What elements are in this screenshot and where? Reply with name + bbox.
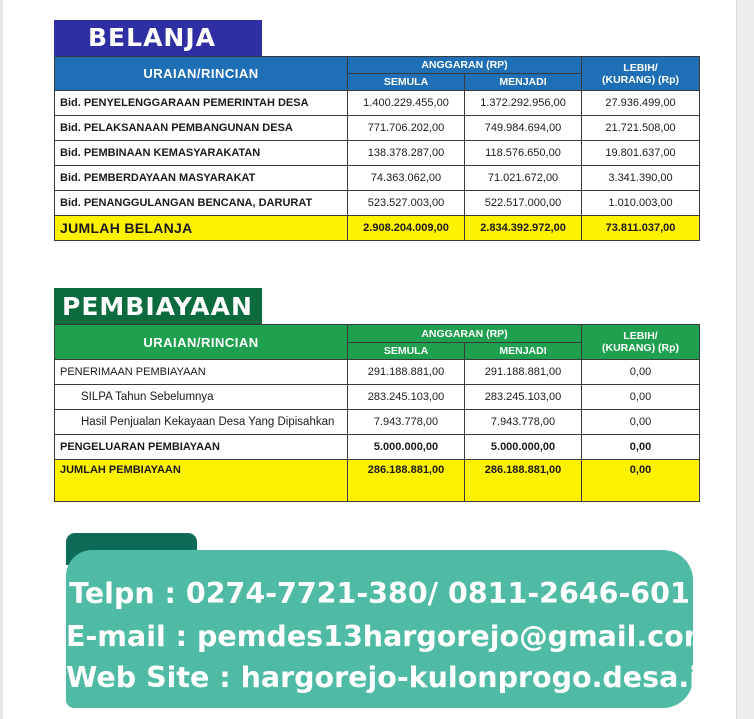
contact-email: E-mail : pemdes13hargorejo@gmail.com	[66, 620, 714, 653]
table-row	[55, 410, 700, 435]
row-lebih: 21.721.508,00	[582, 116, 700, 141]
table-row	[55, 360, 700, 385]
table-row	[55, 91, 700, 116]
contact-phone: Telpn : 0274-7721-380/ 0811-2646-601	[69, 577, 690, 610]
row-semula: 771.706.202,00	[348, 116, 465, 141]
row-uraian: SILPA Tahun Sebelumnya	[55, 385, 348, 410]
row-uraian: PENGELUARAN PEMBIAYAAN	[55, 435, 348, 460]
row-menjadi: 5.000.000,00	[465, 435, 582, 460]
pembiayaan-total-row	[55, 460, 700, 502]
row-lebih: 0,00	[582, 360, 700, 385]
row-lebih: 0,00	[582, 410, 700, 435]
pembiayaan-header-uraian: URAIAN/RINCIAN	[55, 325, 348, 360]
row-menjadi: 291.188.881,00	[465, 360, 582, 385]
pembiayaan-header-menjadi: MENJADI	[465, 343, 582, 360]
belanja-table	[54, 56, 700, 241]
pembiayaan-table	[54, 324, 700, 502]
total-semula: 2.908.204.009,00	[348, 216, 465, 241]
belanja-header-lebih	[582, 57, 700, 91]
belanja-header-uraian: URAIAN/RINCIAN	[55, 57, 348, 91]
contact-website: Web Site : hargorejo-kulonprogo.desa.id	[66, 661, 720, 694]
row-uraian: Bid. PENYELENGGARAAN PEMERINTAH DESA	[55, 91, 348, 116]
row-semula: 283.245.103,00	[348, 385, 465, 410]
pembiayaan-header-semula: SEMULA	[348, 343, 465, 360]
row-semula: 291.188.881,00	[348, 360, 465, 385]
row-menjadi: 283.245.103,00	[465, 385, 582, 410]
row-uraian: Bid. PELAKSANAAN PEMBANGUNAN DESA	[55, 116, 348, 141]
pembiayaan-header-lebih-line2: (KURANG) (Rp)	[602, 342, 679, 354]
row-uraian: Bid. PENANGGULANGAN BENCANA, DARURAT	[55, 191, 348, 216]
table-row	[55, 435, 700, 460]
row-lebih: 0,00	[582, 385, 700, 410]
belanja-title: BELANJA	[54, 20, 262, 56]
belanja-header-semula: SEMULA	[348, 74, 465, 91]
row-lebih: 19.801.637,00	[582, 141, 700, 166]
row-lebih: 1.010.003,00	[582, 191, 700, 216]
row-lebih: 3.341.390,00	[582, 166, 700, 191]
row-menjadi: 1.372.292.956,00	[465, 91, 582, 116]
row-lebih: 27.936.499,00	[582, 91, 700, 116]
belanja-header-lebih-line1: LEBIH/	[623, 61, 658, 74]
total-semula: 286.188.881,00	[348, 460, 465, 502]
row-menjadi: 71.021.672,00	[465, 166, 582, 191]
row-menjadi: 7.943.778,00	[465, 410, 582, 435]
table-row	[55, 141, 700, 166]
row-semula: 1.400.229.455,00	[348, 91, 465, 116]
total-uraian: JUMLAH BELANJA	[55, 216, 348, 241]
pembiayaan-header-lebih-line1: LEBIH/	[623, 330, 658, 342]
row-uraian: PENERIMAAN PEMBIAYAAN	[55, 360, 348, 385]
row-lebih: 0,00	[582, 435, 700, 460]
belanja-header-anggaran: ANGGARAN (RP)	[348, 57, 582, 74]
total-menjadi: 286.188.881,00	[465, 460, 582, 502]
page-right-edge	[736, 0, 754, 719]
table-row	[55, 385, 700, 410]
table-row	[55, 116, 700, 141]
row-semula: 138.378.287,00	[348, 141, 465, 166]
pembiayaan-header-lebih	[582, 325, 700, 360]
row-semula: 74.363.062,00	[348, 166, 465, 191]
pembiayaan-title: PEMBIAYAAN	[54, 288, 262, 325]
total-uraian: JUMLAH PEMBIAYAAN	[55, 460, 348, 502]
row-semula: 523.527.003,00	[348, 191, 465, 216]
contact-panel	[66, 550, 720, 708]
total-lebih: 73.811.037,00	[582, 216, 700, 241]
belanja-total-row	[55, 216, 700, 241]
total-lebih: 0,00	[582, 460, 700, 502]
belanja-header-lebih-line2: (KURANG) (Rp)	[602, 73, 679, 86]
row-menjadi: 118.576.650,00	[465, 141, 582, 166]
row-uraian: Bid. PEMBINAAN KEMASYARAKATAN	[55, 141, 348, 166]
total-menjadi: 2.834.392.972,00	[465, 216, 582, 241]
page-left-edge	[0, 0, 3, 719]
table-row	[55, 191, 700, 216]
row-uraian: Hasil Penjualan Kekayaan Desa Yang Dipisahkan	[55, 410, 348, 435]
table-row	[55, 166, 700, 191]
row-uraian: Bid. PEMBERDAYAAN MASYARAKAT	[55, 166, 348, 191]
row-menjadi: 749.984.694,00	[465, 116, 582, 141]
belanja-header-menjadi: MENJADI	[465, 74, 582, 91]
pembiayaan-header-anggaran: ANGGARAN (RP)	[348, 325, 582, 343]
row-semula: 5.000.000,00	[348, 435, 465, 460]
row-menjadi: 522.517.000,00	[465, 191, 582, 216]
row-semula: 7.943.778,00	[348, 410, 465, 435]
